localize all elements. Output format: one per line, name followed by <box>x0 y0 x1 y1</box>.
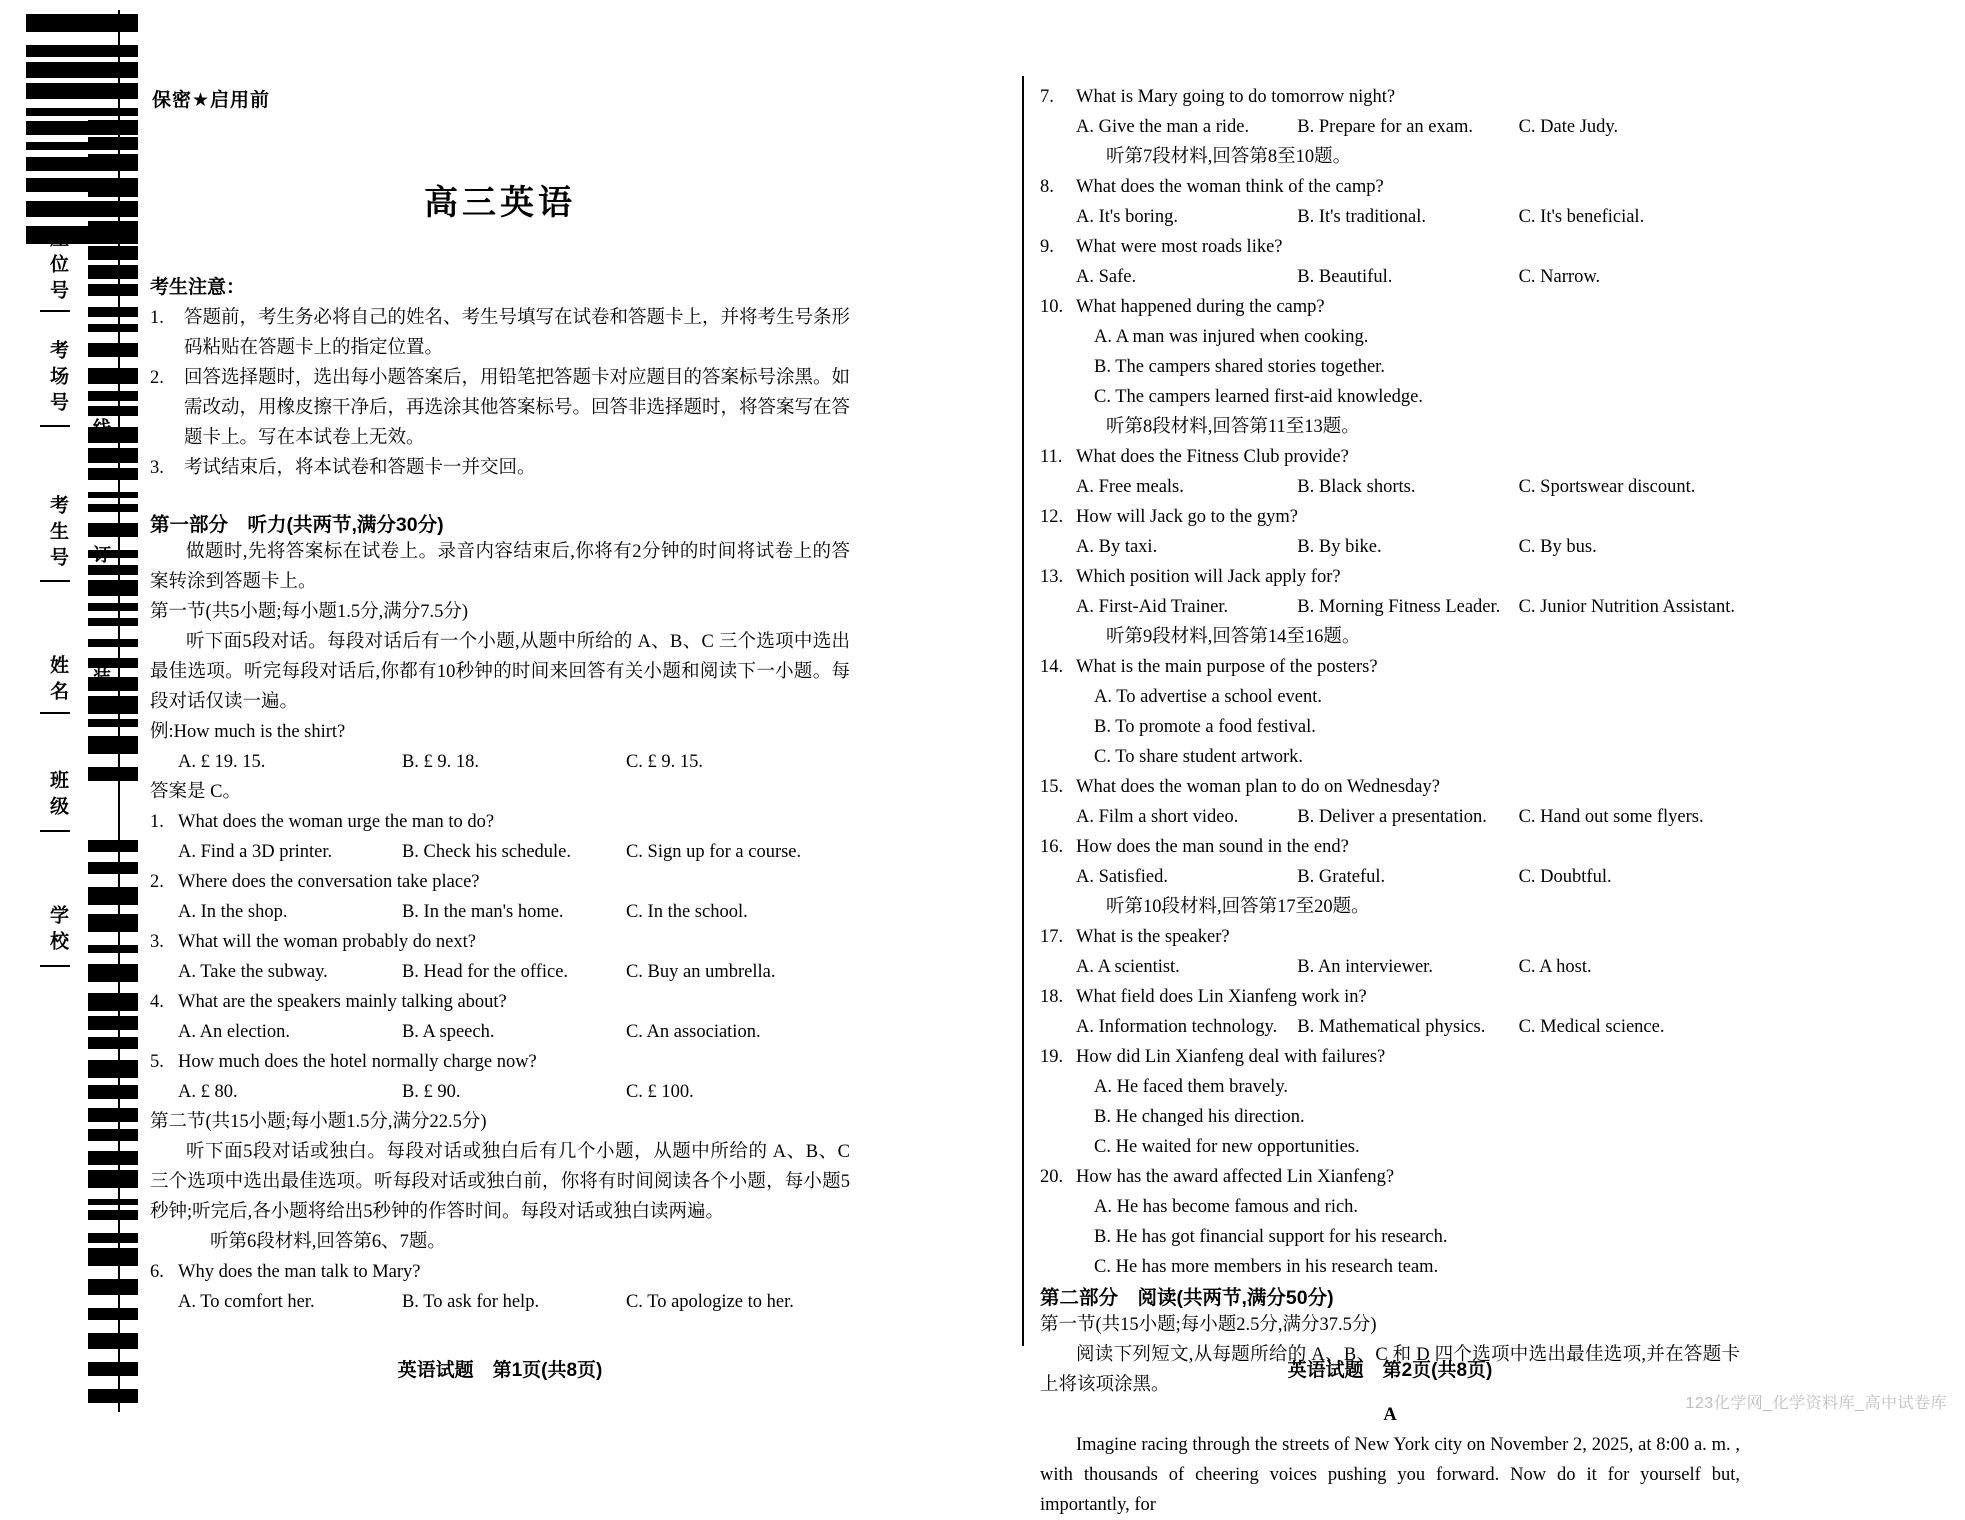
question-20 <box>1040 1162 1740 1192</box>
field-rule-school <box>40 965 70 967</box>
barcode-bar <box>88 565 138 575</box>
field-label-candidate-number: 考生号 <box>47 495 68 573</box>
barcode-bar <box>88 1248 138 1266</box>
question-15-options <box>1040 802 1740 832</box>
field-label-name: 姓名 <box>47 655 68 707</box>
option-b[interactable]: B. To promote a food festival. <box>1094 717 1316 737</box>
notice-item-text: 考试结束后，将本试卷和答题卡一并交回。 <box>184 458 536 478</box>
question-1-options <box>150 837 850 867</box>
example-label: 例: <box>150 722 174 742</box>
field-label-seat-number: 座位号 <box>47 228 68 306</box>
option-c[interactable]: C. Sportswear discount. <box>1518 477 1696 497</box>
barcode-bar <box>88 204 138 216</box>
question-text: What happened during the camp? <box>1076 297 1325 317</box>
field-label-school: 学校 <box>47 905 68 957</box>
barcode-bar <box>26 108 138 116</box>
barcode-bar <box>26 14 138 32</box>
question-9 <box>1040 232 1740 262</box>
option-b[interactable]: B. A speech. <box>401 1022 495 1042</box>
question-17 <box>1040 922 1740 952</box>
question-6 <box>150 1257 850 1287</box>
barcode-bar <box>88 448 138 463</box>
option-a[interactable]: A. It's boring. <box>1076 207 1178 227</box>
barcode-bar <box>88 265 138 279</box>
site-watermark: 123化学网_化学资料库_高中试卷库 <box>1685 1395 1947 1412</box>
footer-left-text: 英语试题 第1页(共8页) <box>397 1360 603 1381</box>
question-18 <box>1040 982 1740 1012</box>
option-c[interactable]: C. An association. <box>625 1022 761 1042</box>
question-7-options <box>1040 112 1740 142</box>
question-number: 13. <box>1040 567 1064 587</box>
question-13 <box>1040 562 1740 592</box>
barcode-bar <box>88 307 138 317</box>
option-b[interactable]: B. Check his schedule. <box>401 842 572 862</box>
example-text: How much is the shirt? <box>173 722 346 742</box>
notice-item <box>150 303 850 363</box>
question-text: How did Lin Xianfeng deal with failures? <box>1076 1047 1386 1067</box>
question-6-options <box>150 1287 850 1317</box>
question-number: 8. <box>1040 177 1054 197</box>
option-b[interactable]: B. He changed his direction. <box>1094 1107 1305 1127</box>
material-note-10: 听第10段材料,回答第17至20题。 <box>1106 897 1370 917</box>
part1-section2-intro: 听下面5段对话或独白。每段对话或独白后有几个小题，从题中所给的 A、B、C 三个选项中选出最佳选项。听每段对话或独白前，你将有时间阅读各个小题，每小题5秒钟;听完后,各小题将给出5秒钟的作答时间。每段对话或独白读两遍。 <box>150 1142 850 1222</box>
question-number: 17. <box>1040 927 1064 947</box>
field-label-class: 班级 <box>47 770 68 822</box>
option-a[interactable]: A. Free meals. <box>1076 477 1184 497</box>
question-number: 1. <box>150 812 164 832</box>
binding-strip <box>0 0 170 1422</box>
question-3 <box>150 927 850 957</box>
question-text: What does the woman urge the man to do? <box>178 812 495 832</box>
question-number: 15. <box>1040 777 1064 797</box>
barcode-bar <box>88 887 138 905</box>
option-a[interactable]: A. To comfort her. <box>178 1292 315 1312</box>
question-3-options <box>150 957 850 987</box>
part1-intro: 做题时,先将答案标在试卷上。录音内容结束后,你将有2分钟的时间将试卷上的答案转涂到答题卡上。 <box>150 542 850 592</box>
barcode-bar <box>26 62 138 78</box>
option-c: C. £ 9. 15. <box>625 752 704 772</box>
barcode-bar <box>88 945 138 953</box>
option-b[interactable]: B. Mathematical physics. <box>1297 1017 1486 1037</box>
option-a[interactable]: A. A scientist. <box>1076 957 1180 977</box>
question-4 <box>150 987 850 1017</box>
field-rule-class <box>40 830 70 832</box>
barcode-bar <box>88 1151 138 1165</box>
notice-item-number: 3. <box>150 458 164 478</box>
part2-section1-intro: 阅读下列短文,从每题所给的 A、B、C 和 D 四个选项中选出最佳选项,并在答题卡上将该项涂黑。 <box>1040 1345 1740 1395</box>
option-c[interactable]: C. To apologize to her. <box>625 1292 794 1312</box>
question-text: How has the award affected Lin Xianfeng? <box>1076 1167 1395 1187</box>
option-c[interactable]: C. Narrow. <box>1518 267 1601 287</box>
field-rule-name <box>40 712 70 714</box>
option-a[interactable]: A. Safe. <box>1076 267 1137 287</box>
barcode-bar <box>26 83 138 99</box>
barcode-bar <box>88 1333 138 1349</box>
part1-section2-heading: 第二节(共15小题;每小题1.5分,满分22.5分) <box>150 1112 487 1132</box>
barcode-bar <box>88 154 138 170</box>
option-b[interactable]: B. It's traditional. <box>1297 207 1427 227</box>
passage-text: Imagine racing through the streets of New York city on November 2, 2025, at 8:00 a. m. , with thousands of cheering voices pushing you forward. Now do it for yourself but, importantly, for <box>1040 1435 1740 1515</box>
option-b: B. £ 9. 18. <box>401 752 480 772</box>
question-text: How much does the hotel normally charge now? <box>178 1052 537 1072</box>
barcode-bar <box>88 523 138 537</box>
option-b[interactable]: B. £ 90. <box>401 1082 461 1102</box>
barcode-bar <box>88 343 138 357</box>
barcode-bar <box>88 964 138 982</box>
question-number: 19. <box>1040 1047 1064 1067</box>
question-9-options <box>1040 262 1740 292</box>
option-a[interactable]: A. £ 80. <box>178 1082 238 1102</box>
column-divider <box>1022 76 1024 1346</box>
field-rule-candidate <box>40 580 70 582</box>
passage-label-a: A <box>1383 1405 1397 1425</box>
field-label-exam-room: 考场号 <box>47 340 68 418</box>
footer-right <box>1040 1355 1740 1382</box>
option-c[interactable]: C. £ 100. <box>625 1082 694 1102</box>
question-2 <box>150 867 850 897</box>
option-a: A. £ 19. 15. <box>178 752 266 772</box>
question-12 <box>1040 502 1740 532</box>
barcode-bar <box>88 1210 138 1220</box>
barcode-bar <box>88 181 138 197</box>
option-b[interactable]: B. He has got financial support for his research. <box>1094 1227 1448 1247</box>
question-number: 5. <box>150 1052 164 1072</box>
option-a[interactable]: A. To advertise a school event. <box>1094 687 1323 707</box>
barcode-bar <box>88 406 138 416</box>
question-14 <box>1040 652 1740 682</box>
option-b[interactable]: B. Prepare for an exam. <box>1297 117 1473 137</box>
option-a[interactable]: A. Take the subway. <box>178 962 328 982</box>
question-number: 20. <box>1040 1167 1064 1187</box>
option-c[interactable]: C. Date Judy. <box>1518 117 1619 137</box>
question-text: What does the woman think of the camp? <box>1076 177 1384 197</box>
question-text: What field does Lin Xianfeng work in? <box>1076 987 1367 1007</box>
option-a[interactable]: A. First-Aid Trainer. <box>1076 597 1229 617</box>
option-b[interactable]: B. Grateful. <box>1297 867 1386 887</box>
barcode-bar <box>88 580 138 596</box>
question-2-options <box>150 897 850 927</box>
barcode-bar <box>88 1233 138 1243</box>
material-note-6: 听第6段材料,回答第6、7题。 <box>210 1232 446 1252</box>
confidential-label: 保密★启用前 <box>152 90 271 111</box>
option-c[interactable]: C. Junior Nutrition Assistant. <box>1518 597 1735 617</box>
option-b[interactable]: B. Black shorts. <box>1297 477 1416 497</box>
question-5-options <box>150 1077 850 1107</box>
option-a[interactable]: A. Give the man a ride. <box>1076 117 1250 137</box>
barcode-bar <box>88 1060 138 1078</box>
barcode-bar <box>88 1389 138 1403</box>
question-text: Which position will Jack apply for? <box>1076 567 1341 587</box>
question-19 <box>1040 1042 1740 1072</box>
option-a[interactable]: A. Find a 3D printer. <box>178 842 333 862</box>
barcode-bar <box>88 137 138 145</box>
material-note-9: 听第9段材料,回答第14至16题。 <box>1106 627 1361 647</box>
option-c[interactable]: C. Sign up for a course. <box>625 842 802 862</box>
barcode-bar <box>88 468 138 480</box>
option-c[interactable]: C. He has more members in his research team. <box>1094 1257 1439 1277</box>
option-b[interactable]: B. Morning Fitness Leader. <box>1297 597 1501 617</box>
barcode-bar <box>88 368 138 384</box>
question-11-options <box>1040 472 1740 502</box>
barcode-bar <box>88 639 138 647</box>
barcode-bar <box>88 696 138 714</box>
question-text: What is Mary going to do tomorrow night? <box>1076 87 1396 107</box>
barcode-bar <box>88 391 138 401</box>
barcode-bar <box>88 603 138 611</box>
option-c[interactable]: C. The campers learned first-aid knowledge. <box>1094 387 1423 407</box>
question-18-options <box>1040 1012 1740 1042</box>
option-b[interactable]: B. By bike. <box>1297 537 1382 557</box>
barcode-bar <box>88 246 138 260</box>
option-c[interactable]: C. He waited for new opportunities. <box>1094 1137 1360 1157</box>
question-text: What does the Fitness Club provide? <box>1076 447 1349 467</box>
notice-item-text: 答题前，考生务必将自己的姓名、考生号填写在试卷和答题卡上，并将考生号条形码粘贴在答题卡上的指定位置。 <box>184 308 851 358</box>
option-c[interactable]: C. Doubtful. <box>1518 867 1612 887</box>
question-13-options <box>1040 592 1740 622</box>
question-5 <box>150 1047 850 1077</box>
question-11 <box>1040 442 1740 472</box>
barcode-bar <box>88 840 138 852</box>
field-rule-seat <box>40 310 70 312</box>
question-number: 16. <box>1040 837 1064 857</box>
question-text: What is the main purpose of the posters? <box>1076 657 1378 677</box>
option-b[interactable]: B. Beautiful. <box>1297 267 1393 287</box>
page-title: 高三英语 <box>424 184 576 222</box>
question-text: How does the man sound in the end? <box>1076 837 1349 857</box>
barcode-bar <box>88 1199 138 1205</box>
question-number: 10. <box>1040 297 1064 317</box>
question-text: How will Jack go to the gym? <box>1076 507 1298 527</box>
part2-section1-heading: 第一节(共15小题;每小题2.5分,满分37.5分) <box>1040 1315 1377 1335</box>
footer-right-text: 英语试题 第2页(共8页) <box>1287 1360 1493 1381</box>
notice-item-number: 1. <box>150 308 164 328</box>
option-a[interactable]: A. An election. <box>178 1022 291 1042</box>
field-rule-room <box>40 425 70 427</box>
option-c[interactable]: C. In the school. <box>625 902 748 922</box>
barcode-bar <box>88 993 138 1011</box>
question-text: What does the woman plan to do on Wednesday? <box>1076 777 1440 797</box>
option-b[interactable]: B. An interviewer. <box>1297 957 1433 977</box>
barcode-bar <box>26 45 138 57</box>
left-column <box>150 272 850 1317</box>
option-b[interactable]: B. In the man's home. <box>401 902 564 922</box>
barcode-bar <box>88 862 138 874</box>
barcode-bar <box>88 658 138 668</box>
option-a[interactable]: A. He faced them bravely. <box>1094 1077 1288 1097</box>
question-16 <box>1040 832 1740 862</box>
part1-section1-heading: 第一节(共5小题;每小题1.5分,满分7.5分) <box>150 602 469 622</box>
barcode-bar <box>88 767 138 781</box>
barcode-bar <box>88 1129 138 1141</box>
barcode-bar <box>88 1279 138 1295</box>
option-a[interactable]: A. A man was injured when cooking. <box>1094 327 1369 347</box>
question-number: 11. <box>1040 447 1063 467</box>
question-15 <box>1040 772 1740 802</box>
barcode-bar <box>88 221 138 235</box>
question-number: 4. <box>150 992 164 1012</box>
question-10 <box>1040 292 1740 322</box>
material-note-8: 听第8段材料,回答第11至13题。 <box>1106 417 1360 437</box>
barcode-bar <box>88 736 138 754</box>
question-number: 9. <box>1040 237 1054 257</box>
option-b[interactable]: B. The campers shared stories together. <box>1094 357 1385 377</box>
question-4-options <box>150 1017 850 1047</box>
question-number: 12. <box>1040 507 1064 527</box>
option-b[interactable]: B. To ask for help. <box>401 1292 540 1312</box>
part1-section1-intro: 听下面5段对话。每段对话后有一个小题,从题中所给的 A、B、C 三个选项中选出最佳选项。听完每段对话后,你都有10秒钟的时间来回答有关小题和阅读下一小题。每段对话仅读一遍。 <box>150 632 850 712</box>
barcode-bar <box>88 284 138 296</box>
barcode-bar <box>88 1085 138 1099</box>
example-question <box>150 717 850 747</box>
part1-heading: 第一部分 听力(共两节,满分30分) <box>150 514 444 536</box>
option-b[interactable]: B. Head for the office. <box>401 962 569 982</box>
notice-item <box>150 363 850 453</box>
question-16-options <box>1040 862 1740 892</box>
option-a[interactable]: A. Film a short video. <box>1076 807 1239 827</box>
question-number: 3. <box>150 932 164 952</box>
barcode-bar <box>88 914 138 932</box>
question-number: 7. <box>1040 87 1054 107</box>
option-a[interactable]: A. He has become famous and rich. <box>1094 1197 1359 1217</box>
barcode-bar <box>88 1037 138 1049</box>
barcode-bar <box>88 1308 138 1320</box>
seal-label-bind: 订 <box>91 545 111 563</box>
notice-item-text: 回答选择题时，选出每小题答案后，用铅笔把答题卡对应题目的答案标号涂黑。如需改动，用橡皮擦干净后，再选涂其他答案标号。回答非选择题时，将答案写在答题卡上。写在本试卷上无效。 <box>184 368 851 448</box>
notice-heading: 考生注意： <box>150 277 246 298</box>
barcode-bar <box>88 719 138 727</box>
footer-left <box>150 1355 850 1382</box>
barcode-middle <box>88 120 138 790</box>
example-options <box>150 747 850 777</box>
right-column <box>1040 82 1740 1520</box>
option-c[interactable]: C. A host. <box>1518 957 1592 977</box>
question-number: 18. <box>1040 987 1064 1007</box>
question-7 <box>1040 82 1740 112</box>
question-12-options <box>1040 532 1740 562</box>
question-text: What is the speaker? <box>1076 927 1230 947</box>
barcode-bar <box>88 492 138 498</box>
option-c[interactable]: C. It's beneficial. <box>1518 207 1645 227</box>
notice-item <box>150 453 850 483</box>
option-c[interactable]: C. By bus. <box>1518 537 1597 557</box>
question-8-options <box>1040 202 1740 232</box>
option-b[interactable]: B. Deliver a presentation. <box>1297 807 1487 827</box>
question-text: Where does the conversation take place? <box>178 872 480 892</box>
material-note-7: 听第7段材料,回答第8至10题。 <box>1106 147 1352 167</box>
barcode-bar <box>88 618 138 626</box>
option-c[interactable]: C. Medical science. <box>1518 1017 1665 1037</box>
notice-item-number: 2. <box>150 368 164 388</box>
question-text: What are the speakers mainly talking about? <box>178 992 507 1012</box>
barcode-bottom <box>88 840 138 1408</box>
option-c[interactable]: C. To share student artwork. <box>1094 747 1304 767</box>
part2-heading: 第二部分 阅读(共两节,满分50分) <box>1040 1287 1334 1309</box>
seal-label-line: 线 <box>91 418 111 436</box>
question-1 <box>150 807 850 837</box>
question-text: Why does the man talk to Mary? <box>178 1262 421 1282</box>
seal-label-pack: 装 <box>91 668 111 686</box>
barcode-bar <box>88 120 138 128</box>
barcode-bar <box>88 504 138 512</box>
option-a[interactable]: A. Satisfied. <box>1076 867 1168 887</box>
question-8 <box>1040 172 1740 202</box>
question-text: What will the woman probably do next? <box>178 932 476 952</box>
option-c[interactable]: C. Buy an umbrella. <box>625 962 776 982</box>
barcode-bar <box>88 1170 138 1188</box>
barcode-bar <box>88 1016 138 1030</box>
option-a[interactable]: A. In the shop. <box>178 902 288 922</box>
barcode-bar <box>88 324 138 332</box>
question-number: 14. <box>1040 657 1064 677</box>
question-number: 2. <box>150 872 164 892</box>
question-17-options <box>1040 952 1740 982</box>
question-number: 6. <box>150 1262 164 1282</box>
option-c[interactable]: C. Hand out some flyers. <box>1518 807 1704 827</box>
option-a[interactable]: A. Information technology. <box>1076 1017 1278 1037</box>
barcode-bar <box>88 1362 138 1376</box>
barcode-bar <box>88 1108 138 1122</box>
option-a[interactable]: A. By taxi. <box>1076 537 1158 557</box>
example-answer: 答案是 C。 <box>150 782 241 802</box>
question-text: What were most roads like? <box>1076 237 1283 257</box>
